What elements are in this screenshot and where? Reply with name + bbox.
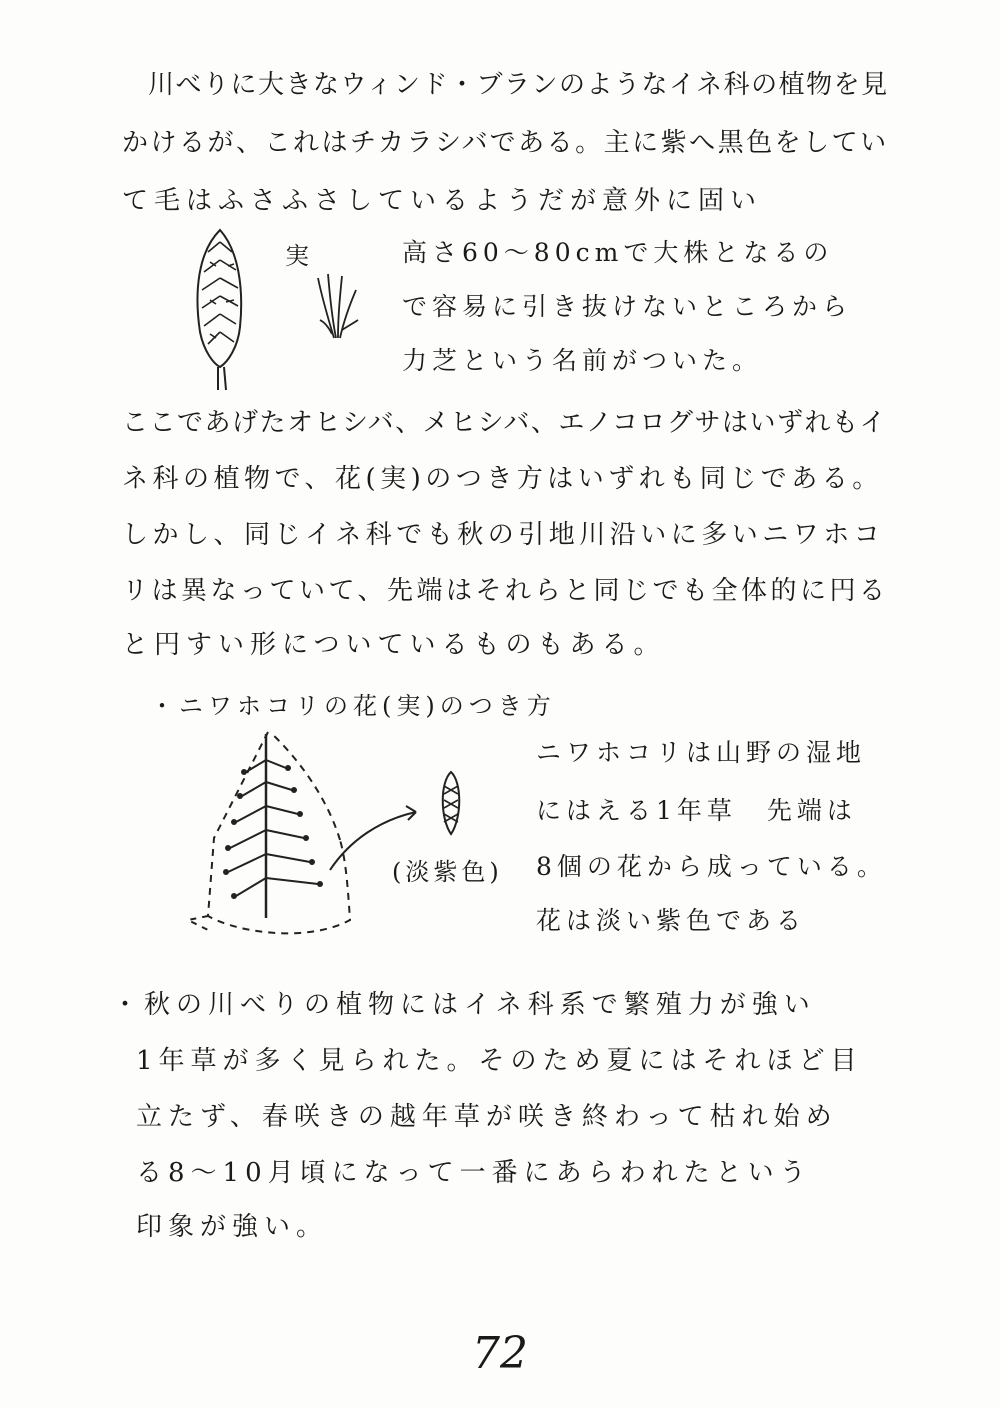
label-fruit: 実 xyxy=(285,242,309,270)
figure-caption: ・ニワホコリの花(実)のつき方 xyxy=(150,692,556,720)
side-text-1-line-1: 高さ60〜80cmで大株となるの xyxy=(402,238,834,267)
paragraph-3-line-4: る8〜10月頃になって一番にあらわれたという xyxy=(136,1158,812,1188)
side-text-2-line-2: にはえる1年草 先端は xyxy=(536,796,857,825)
paragraph-2-line-5: と円すい形についているものもある。 xyxy=(122,630,666,660)
side-text-1-line-3: 力芝という名前がついた。 xyxy=(402,346,763,375)
paragraph-2-line-4: リは異なっていて、先端はそれらと同じでも全体的に円る xyxy=(122,576,889,606)
paragraph-3-line-1: ・秋の川べりの植物にはイネ科系で繁殖力が強い xyxy=(112,990,816,1020)
paragraph-1-line-1: 川べりに大きなウィンド・ブランのようなイネ科の植物を見 xyxy=(148,70,889,100)
paragraph-3-line-5: 印象が強い。 xyxy=(136,1212,329,1242)
side-text-2-line-3: 8個の花から成っている。 xyxy=(536,852,887,881)
niwahokori-panicle-illustration xyxy=(180,720,540,950)
paragraph-3-line-2: 1年草が多く見られた。そのため夏にはそれほど目 xyxy=(136,1046,863,1076)
color-label: (淡紫色) xyxy=(392,858,503,886)
side-text-2-line-4: 花は淡い紫色である xyxy=(536,906,807,935)
paragraph-3-line-3: 立たず、春咲きの越年草が咲き終わって枯れ始め xyxy=(136,1102,838,1132)
side-text-1-line-2: で容易に引き抜けないところから xyxy=(402,292,853,321)
paragraph-1-line-2: かけるが、これはチカラシバである。主に紫へ黒色をしてい xyxy=(122,128,889,158)
spikelet-closeup-illustration xyxy=(434,768,468,838)
chikara-shiba-ear-illustration xyxy=(180,222,260,392)
paragraph-2-line-1: ここであげたオヒシバ、メヒシバ、エノコログサはいずれもイ xyxy=(122,408,888,438)
paragraph-1-line-3: て毛はふさふさしているようだが意外に固い xyxy=(122,186,763,216)
paragraph-2-line-2: ネ科の植物で、花(実)のつき方はいずれも同じである。 xyxy=(122,464,883,494)
side-text-2-line-1: ニワホコリは山野の湿地 xyxy=(536,738,867,767)
page-number: 72 xyxy=(472,1328,528,1379)
spikelet-illustration xyxy=(312,268,362,348)
paragraph-2-line-3: しかし、同じイネ科でも秋の引地川沿いに多いニワホコ xyxy=(122,520,885,550)
